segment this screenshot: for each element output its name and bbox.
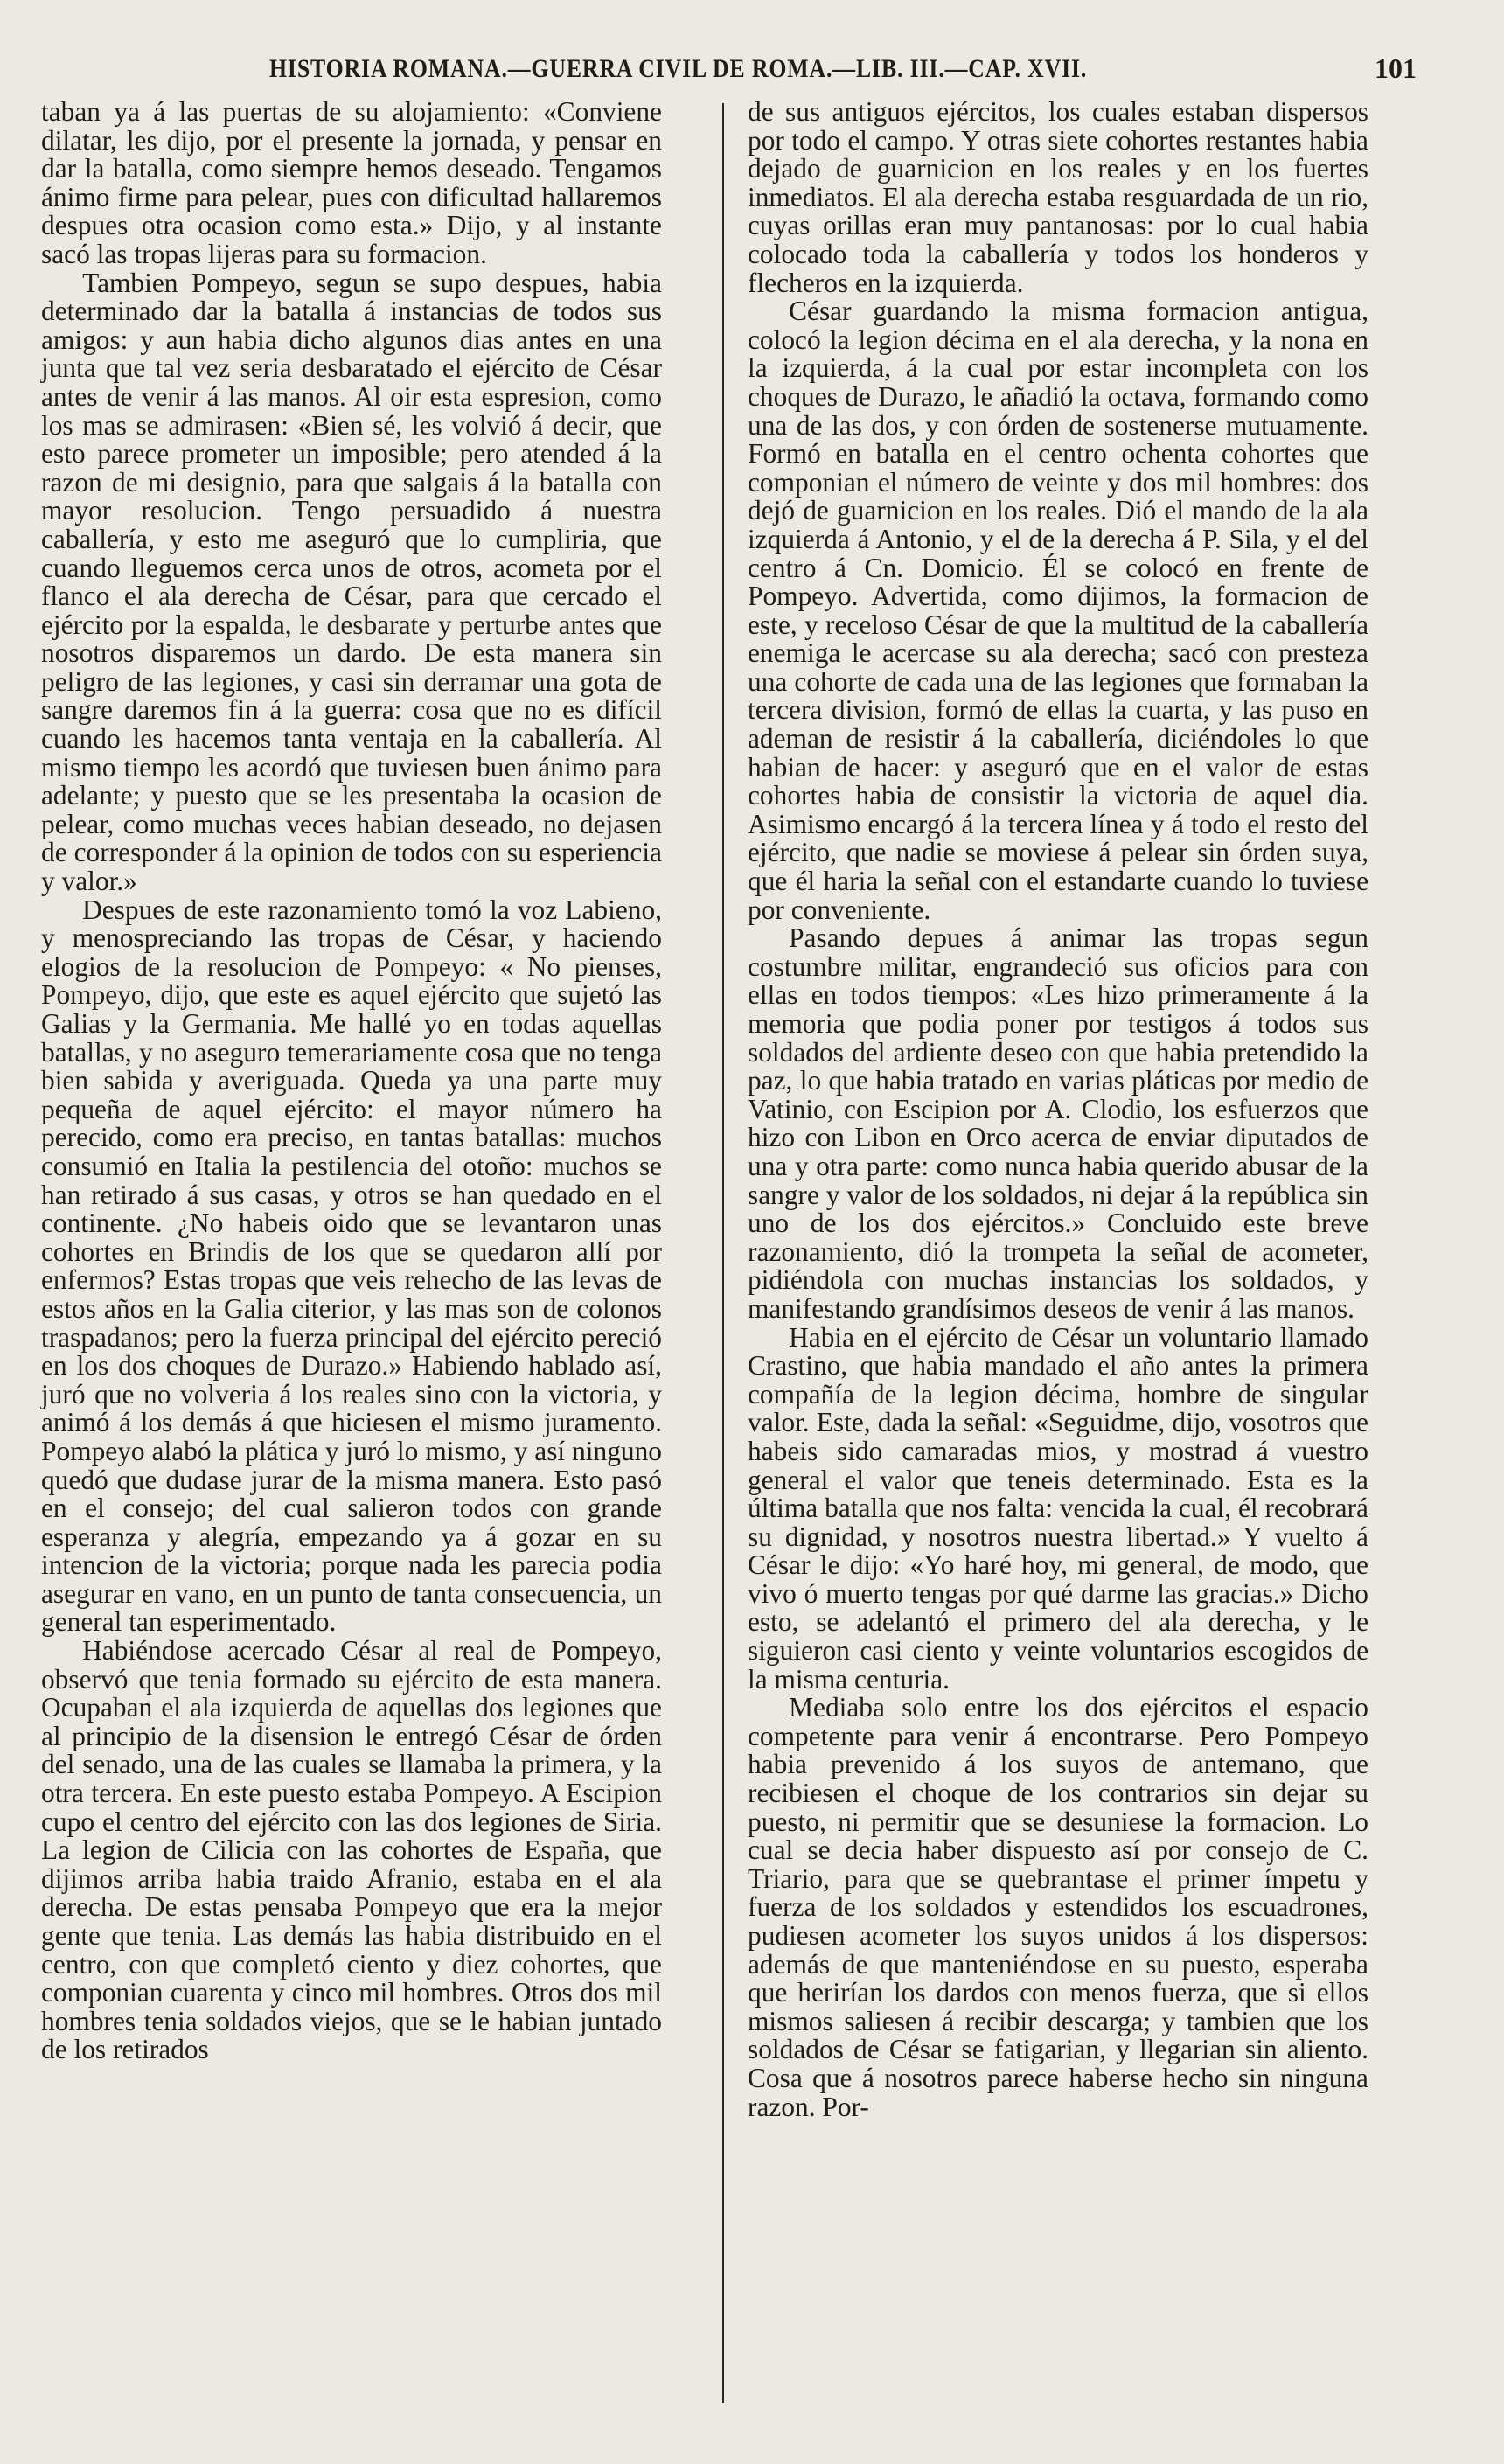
paragraph: Mediaba solo entre los dos ejércitos el espacio competente para venir á encontrarse. Pero Pompeyo habia prevenido á los suyos de antemano, que recibiesen el choque de los contrarios sin dejar su puesto, ni permitir que se desuniese la formacion. Lo cual se decia haber dispuesto así por consejo de C. Triario, para que se quebrantase el primer ímpetu y fuerza de los soldados y estendidos los escuadrones, pudiesen acometer los suyos unidos á los dispersos: además de que manteniéndose en su puesto, esperaba que herirían los dardos con menos fuerza, que si ellos mismos saliesen á recibir descarga; y tambien que los soldados de César se fatigarian, y llegarian sin aliento. Cosa que á nosotros parece haberse hecho sin ninguna razon. Por-	[748, 1692, 1368, 2122]
left-column	[41, 98, 662, 2064]
running-title: HISTORIA ROMANA.—GUERRA CIVIL DE ROMA.—LIB. III.—CAP. XVII.	[269, 54, 1088, 83]
column-divider	[722, 103, 724, 2403]
running-header	[105, 54, 1417, 89]
paragraph: Despues de este razonamiento tomó la voz Labieno, y menospreciando las tropas de César, y haciendo elogios de la resolucion de Pompeyo: « No pienses, Pompeyo, dijo, que este es aquel ejército que sujetó las Galias y la Germania. Me hallé yo en todas aquellas batallas, y no aseguro temerariamente cosa que no tenga bien sabida y averiguada. Queda ya una parte muy pequeña de aquel ejército: el mayor número ha perecido, como era preciso, en tantas batallas: muchos consumió en Italia la pestilencia del otoño: muchos se han retirado á sus casas, y otros se han quedado en el continente. ¿No habeis oido que se levantaron unas cohortes en Brindis de los que se quedaron allí por enfermos? Estas tropas que veis rehecho de las levas de estos años en la Galia citerior, y las mas son de colonos traspadanos; pero la fuerza principal del ejército pereció en los dos choques de Durazo.» Habiendo hablado así, juró que no volveria á los reales sino con la victoria, y animó á los demás á que hiciesen el mismo juramento. Pompeyo alabó la plática y juró lo mismo, y así ninguno quedó que dudase jurar de la misma manera. Esto pasó en el consejo; del cual salieron todos con grande esperanza y alegría, empezando ya á gozar en su intencion de la victoria; porque nada les parecia podia asegurar en vano, en un punto de tanta consecuencia, un general tan esperimentado.	[41, 894, 662, 1638]
paragraph: César guardando la misma formacion antigua, colocó la legion décima en el ala derecha, y la nona en la izquierda, á la cual por estar incompleta con los choques de Durazo, le añadió la octava, formando como una de las dos, y con órden de sostenerse mutuamente. Formó en batalla en el centro ochenta cohortes que componian el número de veinte y dos mil hombres: dos dejó de guarnicion en los reales. Dió el mando de la ala izquierda á Antonio, y el de la derecha á P. Sila, y el del centro á Cn. Domicio. Él se colocó en frente de Pompeyo. Advertida, como dijimos, la formacion de este, y receloso César de que la multitud de la caballería enemiga le acercase su ala derecha; sacó con presteza una cohorte de cada una de las legiones que formaban la tercera division, formó de ellas la cuarta, y las puso en ademan de resistir á la caballería, diciéndoles lo que habian de hacer: y aseguró que en el valor de estas cohortes habia de consistir la victoria de aquel dia. Asimismo encargó á la tercera línea y á todo el resto del ejército, que nadie se moviese á pelear sin órden suya, que él haria la señal con el estandarte cuando lo tuviese por conveniente.	[748, 296, 1368, 925]
page-number: 101	[1375, 52, 1417, 84]
paragraph: Tambien Pompeyo, segun se supo despues, habia determinado dar la batalla á instancias de todos sus amigos: y aun habia dicho algunos dias antes en una junta que tal vez seria desbaratado el ejército de César antes de venir á las manos. Al oir esta espresion, como los mas se admirasen: «Bien sé, les volvió á decir, que esto parece prometer un imposible; pero atended á la razon de mi designio, para que salgais á la batalla con mayor resolucion. Tengo persuadido á nuestra caballería, y esto me aseguró que lo cumpliria, que cuando lleguemos cerca unos de otros, acometa por el flanco el ala derecha de César, para que cercado el ejército por la espalda, le desbarate y perturbe antes que nosotros disparemos un dardo. De esta manera sin peligro de las legiones, y casi sin derramar una gota de sangre daremos fin á la guerra: cosa que no es difícil cuando les hacemos tanta ventaja en la caballería. Al mismo tiempo les acordó que tuviesen buen ánimo para adelante; y puesto que se les presentaba la ocasion de pelear, como muchas veces habian deseado, no dejasen de corresponder á la opinion de todos con su esperiencia y valor.»	[41, 267, 662, 897]
paragraph: taban ya á las puertas de su alojamiento: «Conviene dilatar, les dijo, por el presente la jornada, y pensar en dar la batalla, como siempre hemos deseado. Tengamos ánimo firme para pelear, pues con dificultad hallaremos despues otra ocasion como esta.» Dijo, y al instante sacó las tropas lijeras para su formacion.	[41, 96, 662, 269]
right-column	[748, 98, 1368, 2121]
paragraph: Habiéndose acercado César al real de Pompeyo, observó que tenia formado su ejército de esta manera. Ocupaban el ala izquierda de aquellas dos legiones que al principio de la disension le entregó César de órden del senado, una de las cuales se llamaba la primera, y la otra tercera. En este puesto estaba Pompeyo. A Escipion cupo el centro del ejército con las dos legiones de Siria. La legion de Cilicia con las cohortes de España, que dijimos arriba habia traido Afranio, estaba en el ala derecha. De estas pensaba Pompeyo que era la mejor gente que tenia. Las demás las habia distribuido en el centro, con que completó ciento y diez cohortes, que componian cuarenta y cinco mil hombres. Otros dos mil hombres tenia soldados viejos, que se le habian juntado de los retirados	[41, 1635, 662, 2065]
paragraph: Pasando depues á animar las tropas segun costumbre militar, engrandeció sus oficios para con ellas en todos tiempos: «Les hizo primeramente á la memoria que podia poner por testigos á todos sus soldados del ardiente deseo con que habia pretendido la paz, lo que habia tratado en varias pláticas por medio de Vatinio, con Escipion por A. Clodio, los esfuerzos que hizo con Libon en Orco acerca de enviar diputados de una y otra parte: como nunca habia querido abusar de la sangre y valor de los soldados, ni dejar á la república sin uno de los dos ejércitos.» Concluido este breve razonamiento, dió la trompeta la señal de acometer, pidiéndola con muchas instancias los soldados, y manifestando grandísimos deseos de venir á las manos.	[748, 922, 1368, 1324]
paragraph: de sus antiguos ejércitos, los cuales estaban dispersos por todo el campo. Y otras siete cohortes restantes habia dejado de guarnicion en los reales y en los fuertes inmediatos. El ala derecha estaba resguardada de un rio, cuyas orillas eran muy pantanosas: por lo cual habia colocado toda la caballería y todos los honderos y flecheros en la izquierda.	[748, 96, 1368, 298]
paragraph: Habia en el ejército de César un voluntario llamado Crastino, que habia mandado el año antes la primera compañía de la legion décima, hombre de singular valor. Este, dada la señal: «Seguidme, dijo, vosotros que habeis sido camaradas mios, y mostrad á vuestro general el valor que teneis determinado. Esta es la última batalla que nos falta: vencida la cual, él recobrará su dignidad, y nosotros nuestra libertad.» Y vuelto á César le dijo: «Yo haré hoy, mi general, de modo, que vivo ó muerto tengas por qué darme las gracias.» Dicho esto, se adelantó el primero del ala derecha, y le siguieron casi ciento y veinte voluntarios escogidos de la misma centuria.	[748, 1321, 1368, 1695]
